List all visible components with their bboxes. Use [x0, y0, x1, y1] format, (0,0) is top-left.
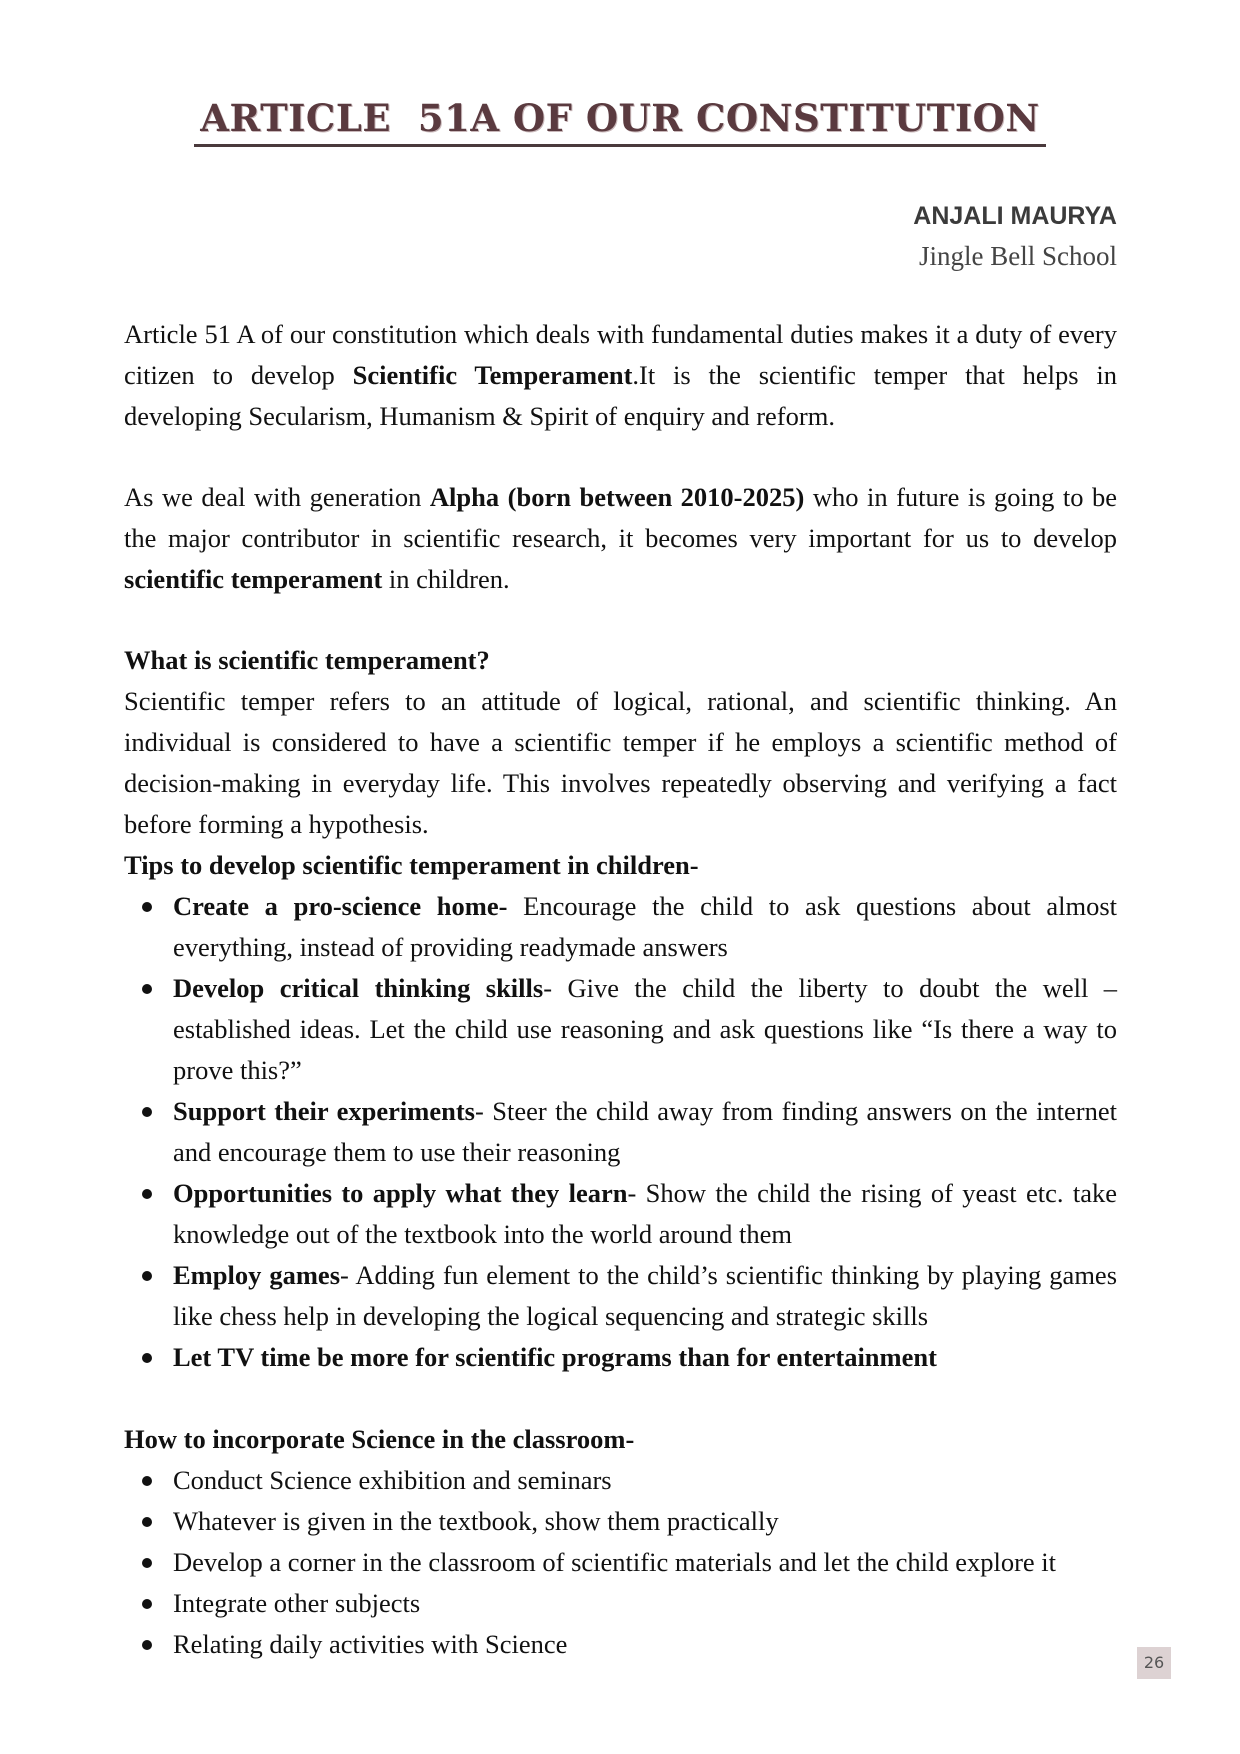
- tip-title: Opportunities to apply what they learn: [173, 1178, 628, 1208]
- list-item: [124, 1255, 1117, 1337]
- school-name: Jingle Bell School: [919, 241, 1117, 271]
- classroom-list: [124, 1460, 1117, 1665]
- bullet-icon: [142, 902, 152, 912]
- list-item: [124, 886, 1117, 968]
- tips-list: [124, 886, 1117, 1378]
- bullet-icon: [142, 1271, 152, 1281]
- bullet-icon: [142, 1599, 152, 1609]
- bullet-icon: [142, 1353, 152, 1363]
- bullet-icon: [142, 1107, 152, 1117]
- section-heading-classroom: How to incorporate Science in the classroom-: [124, 1424, 635, 1454]
- list-item: [124, 1173, 1117, 1255]
- bullet-icon: [142, 1558, 152, 1568]
- list-item: [124, 1583, 1117, 1624]
- page-number: 26: [1137, 1647, 1171, 1679]
- section-spacer: [124, 1378, 1117, 1419]
- generation-paragraph: [124, 477, 1117, 600]
- bullet-icon: [142, 1517, 152, 1527]
- classroom-item-text: Whatever is given in the textbook, show them practically: [173, 1506, 779, 1536]
- classroom-item-text: Relating daily activities with Science: [173, 1629, 568, 1659]
- list-item: [124, 1337, 1117, 1378]
- generation-text-3: in children.: [382, 564, 510, 594]
- classroom-item-text: Integrate other subjects: [173, 1588, 421, 1618]
- tip-text: - Steer the child away from finding answers on the internet and encourage them to use their reasoning: [173, 1096, 1118, 1167]
- list-item: [124, 1460, 1117, 1501]
- intro-paragraph: [124, 314, 1117, 437]
- bullet-icon: [142, 984, 152, 994]
- section-heading-what-is: What is scientific temperament?: [124, 645, 490, 675]
- generation-bold-2: scientific temperament: [124, 564, 383, 594]
- list-item: [124, 1542, 1117, 1583]
- generation-text-2: who in future is going to be the major contributor in scientific research, it becomes very important for us to develop: [124, 482, 1117, 553]
- title-container: [0, 96, 1240, 147]
- intro-bold-1: Scientific Temperament: [352, 360, 633, 390]
- tip-text: Encourage the child to ask questions about almost everything, instead of providing readymade answers: [173, 891, 1117, 962]
- list-item: [124, 1501, 1117, 1542]
- definition-paragraph: Scientific temper refers to an attitude of logical, rational, and scientific thinking. An individual is considered to have a scientific temper if he employs a scientific method of decision-making in everyday life. This involves repeatedly observing and verifying a fact before forming a hypothesis.: [124, 686, 1117, 839]
- bullet-icon: [142, 1189, 152, 1199]
- page-title: ARTICLE 51A OF OUR CONSTITUTION: [194, 96, 1045, 147]
- classroom-item-text: Develop a corner in the classroom of scientific materials and let the child explore it: [173, 1547, 1057, 1577]
- bullet-icon: [142, 1640, 152, 1650]
- list-item: [124, 968, 1117, 1091]
- tip-title: Develop critical thinking skills: [173, 973, 544, 1003]
- tip-title: Support their experiments: [173, 1096, 475, 1126]
- classroom-item-text: Conduct Science exhibition and seminars: [173, 1465, 612, 1495]
- bullet-icon: [142, 1476, 152, 1486]
- author-name: ANJALI MAURYA: [913, 202, 1117, 230]
- article-body: [124, 314, 1117, 1665]
- tip-title: Let TV time be more for scientific programs than for entertainment: [173, 1342, 937, 1372]
- list-item: [124, 1091, 1117, 1173]
- tip-title: Create a pro-science home-: [173, 891, 508, 921]
- intro-text-2: .It is the scientific temper that helps in developing Secularism, Humanism & Spirit of enquiry and reform.: [124, 360, 1117, 431]
- intro-text-1: Article 51 A of our constitution which deals with fundamental duties makes it a duty of every citizen to develop: [124, 319, 1117, 390]
- tip-title: Employ games: [173, 1260, 341, 1290]
- section-heading-tips: Tips to develop scientific temperament in children-: [124, 850, 699, 880]
- list-item: [124, 1624, 1117, 1665]
- generation-bold-1: Alpha (born between 2010-2025): [429, 482, 805, 512]
- tip-text: - Adding fun element to the child’s scientific thinking by playing games like chess help in developing the logical sequencing and strategic skills: [173, 1260, 1118, 1331]
- generation-text-1: As we deal with generation: [124, 482, 430, 512]
- tip-text: - Show the child the rising of yeast etc. take knowledge out of the textbook into the world around them: [173, 1178, 1117, 1249]
- tip-text: - Give the child the liberty to doubt the well – established ideas. Let the child use reasoning and ask questions like “Is there a way to prove this?”: [173, 973, 1117, 1085]
